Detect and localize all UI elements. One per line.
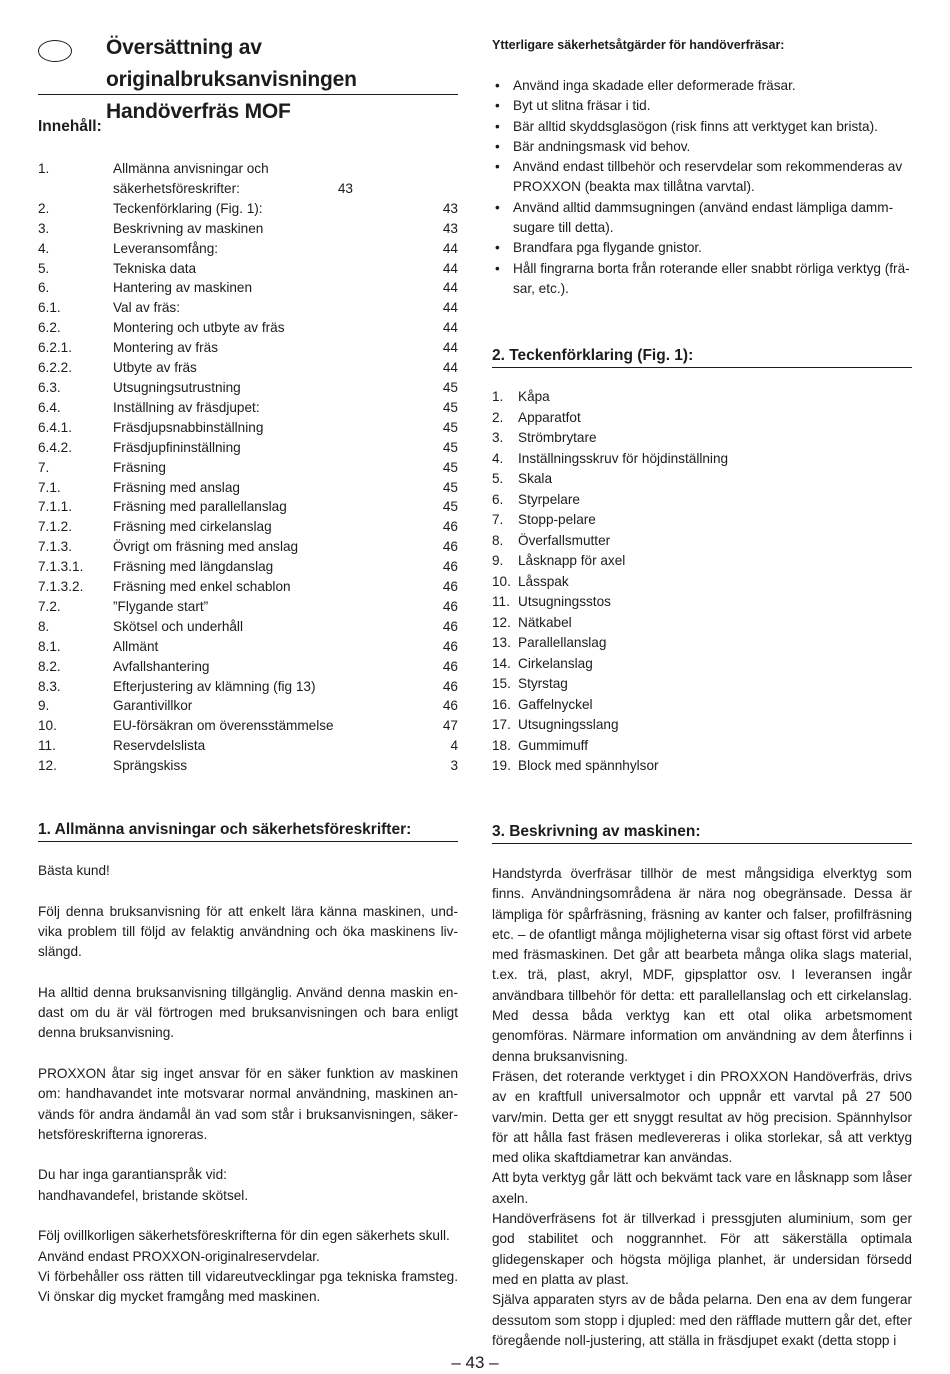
toc-entry: [38, 318, 458, 338]
safety-item-text: Brandfara pga flygande gnistor.: [513, 240, 702, 256]
toc-entry-title: Reservdelslista: [113, 738, 206, 754]
toc-entry-title: Leveransomfång:: [113, 240, 219, 256]
legend-item-number: 2.: [492, 409, 504, 425]
toc-entry-page: 45: [442, 419, 458, 435]
toc-entry-page: 44: [442, 240, 458, 256]
toc-entry-page: 46: [442, 678, 458, 694]
toc-entry-title: Montering av fräs: [113, 340, 219, 356]
safety-item-text: Bär alltid skyddsglasögon (risk finns att verktyget kan brista).: [513, 118, 878, 134]
toc-entry-title: Utsugningsutrustning: [113, 379, 241, 395]
toc-entry-page: 44: [442, 260, 458, 276]
legend-item-label: Styrpelare: [518, 491, 580, 507]
toc-entry-title: Tekniska data: [113, 260, 197, 276]
legend-item-number: 10.: [492, 573, 511, 589]
legend-item-number: 1.: [492, 389, 504, 404]
toc-entry-number: 6.4.: [38, 399, 61, 415]
legend-item-number: 17.: [492, 717, 511, 732]
toc-entry: [38, 617, 458, 637]
legend-item: [492, 387, 912, 408]
bullet-icon: •: [495, 159, 500, 175]
legend-item: [492, 408, 912, 429]
safety-list: [492, 76, 912, 299]
safety-item: [492, 157, 912, 198]
toc-entry: [38, 458, 458, 478]
legend-item: [492, 674, 912, 695]
bullet-icon: •: [495, 78, 500, 93]
legend-item-label: Gaffelnyckel: [518, 696, 593, 712]
toc-entry-page: 43: [337, 180, 353, 196]
bullet-icon: •: [495, 118, 500, 134]
toc-entry-title: Garantivillkor: [113, 698, 193, 714]
toc-entry-page: 45: [442, 439, 458, 455]
safety-item: [492, 137, 912, 157]
body-paragraph: Att byta verktyg går lätt och bekvämt tack vare en låsknapp som låser axeln.: [492, 1170, 912, 1206]
legend-item: [492, 633, 912, 654]
body-paragraph: Följ denna bruksanvisning för att enkelt lära känna maskinen, undvika problem till följd av felaktig användning och öka maskinens livslängd.: [38, 903, 458, 960]
legend-item: [492, 695, 912, 716]
page-title: Översättning av originalbruksanvisningen Handöverfräs MOF: [106, 36, 357, 123]
section-1-heading: 1. Allmänna anvisningar och säkerhetsföreskrifter:: [38, 820, 458, 842]
legend-item: [492, 592, 912, 613]
toc-entry: [38, 478, 458, 498]
table-of-contents: [38, 159, 458, 776]
legend-item: [492, 572, 912, 593]
toc-entry-number: 6.2.1.: [38, 340, 73, 356]
body-paragraph: handhavandefel, bristande skötsel.: [38, 1187, 249, 1203]
toc-entry: [38, 298, 458, 318]
toc-entry-number: 6.3.: [38, 379, 61, 395]
legend-item-number: 7.: [492, 512, 504, 527]
legend-item: [492, 736, 912, 757]
toc-entry-title: Skötsel och underhåll: [113, 618, 243, 634]
safety-item-text: Använd endast tillbehör och reservdelar som rekommenderas av PROXXON (beakta max tillåtna varvtal).: [513, 159, 903, 195]
bullet-icon: •: [495, 98, 500, 114]
legend-list: [492, 387, 912, 777]
toc-entry-number: 8.2.: [38, 658, 61, 674]
section-3-heading: 3. Beskrivning av maskinen:: [492, 822, 912, 844]
toc-entry-title: Efterjustering av klämning (fig 13): [113, 678, 316, 694]
bullet-icon: •: [495, 199, 500, 215]
legend-item-label: Kåpa: [518, 389, 550, 404]
section-3-body: [492, 864, 912, 1351]
body-paragraph: Följ ovillkorligen säkerhetsföreskrifterna för din egen säkerhets skull.: [38, 1228, 450, 1244]
toc-entry-page: 4: [450, 738, 458, 754]
toc-entry-page: 45: [442, 479, 458, 495]
toc-entry-number: 3.: [38, 220, 50, 236]
legend-item-number: 5.: [492, 471, 504, 486]
toc-entry-title: Fräsning: [113, 459, 166, 475]
body-paragraph: Själva apparaten styrs av de båda pelarna. Den ena av dem fungerar dessutom som stopp i djupled: med den räfflade muttern går det, efter föregående noll-justering, att ställa in fräsdjupet exakt (detta stopp i: [492, 1292, 912, 1348]
toc-entry-number: 5.: [38, 260, 50, 276]
legend-item-label: Stopp-pelare: [518, 512, 596, 527]
legend-item: [492, 756, 912, 777]
toc-entry-title: Fräsning med längdanslag: [113, 559, 274, 575]
legend-item-label: Överfallsmutter: [518, 532, 611, 548]
toc-entry-number: 7.1.3.1.: [38, 559, 84, 575]
toc-entry-number: 7.: [38, 459, 50, 475]
safety-item-text: Bär andningsmask vid behov.: [513, 138, 691, 154]
safety-item: [492, 259, 912, 300]
toc-entry-page: 46: [442, 519, 458, 535]
bullet-icon: •: [495, 138, 500, 154]
toc-entry-title: Allmänna anvisningar och säkerhetsföreskrifter:: [113, 161, 269, 196]
safety-item: [492, 117, 912, 137]
toc-entry: [38, 696, 458, 716]
body-paragraph: Handstyrda överfräsar tillhör de mest mångsidiga elverktyg som finns. Användningsområdena är nära nog obegränsade. Dessa är lämpliga för spårfräsning, fräsning av kanter och falser, profilfräsning etc. – de ofantligt många möjligheterna visar sig oftast först vid arbete med fräsmaskinen. Det går att bearbeta många olika slags material, t.ex. trä, plast, akryl, MDF, gipsplattor osv. I leveransen ingår användbara tillbehör för detta: ett parallellanslag och ett cirkelanslag. Med dessa båda verktyg kan ett otal olika arbetsmoment genomföras. Närmare information om användning av dem återfinns i denna bruksanvisning.: [492, 866, 912, 1064]
toc-entry-number: 7.1.3.: [38, 539, 73, 555]
toc-entry-title: Allmänt: [113, 638, 159, 654]
toc-entry-number: 8.3.: [38, 678, 61, 694]
toc-entry-number: 8.: [38, 618, 50, 634]
toc-entry-title: Övrigt om fräsning med anslag: [113, 539, 299, 555]
toc-entry: [38, 278, 458, 298]
title-rule: [38, 94, 458, 95]
toc-entry-number: 6.4.1.: [38, 419, 73, 435]
toc-entry-number: 6.: [38, 280, 50, 296]
toc-entry-number: 6.4.2.: [38, 439, 73, 455]
toc-entry-title: Teckenförklaring (Fig. 1):: [113, 200, 263, 216]
toc-entry: [38, 677, 458, 697]
toc-entry-number: 11.: [38, 738, 56, 754]
body-paragraph: Du har inga garantianspråk vid:: [38, 1167, 227, 1183]
toc-entry-page: 44: [442, 360, 458, 376]
toc-entry-title: Fräsning med parallellanslag: [113, 499, 287, 515]
toc-entry-number: 6.2.2.: [38, 360, 73, 376]
legend-item: [492, 551, 912, 572]
legend-item-label: Utsugningsslang: [518, 717, 619, 732]
toc-entry: [38, 259, 458, 279]
toc-entry: [38, 358, 458, 378]
toc-entry: [38, 756, 458, 776]
toc-entry-number: 10.: [38, 718, 57, 734]
salutation: Bästa kund!: [38, 863, 110, 878]
legend-item-number: 14.: [492, 655, 511, 671]
legend-item-number: 18.: [492, 737, 511, 753]
toc-entry-page: 46: [442, 539, 458, 555]
legend-item-label: Apparatfot: [518, 409, 581, 425]
toc-entry: [38, 716, 458, 736]
toc-entry-page: 44: [442, 320, 458, 336]
toc-entry-number: 4.: [38, 240, 50, 256]
safety-item: [492, 96, 912, 116]
toc-entry-title: Fräsning med anslag: [113, 479, 240, 495]
toc-entry-page: 46: [442, 559, 458, 575]
safety-item: [492, 198, 912, 239]
legend-item-number: 4.: [492, 450, 504, 466]
toc-entry-number: 6.1.: [38, 300, 61, 316]
body-paragraph: Handöverfräsens fot är tillverkad i pressgjuten aluminium, som ger god stabilitet och noggrannhet. För att säkerställa optimala glidegenskaper och högsta möjliga planhet, är undersidan försedd med en platta av plast.: [492, 1211, 912, 1287]
toc-entry-title: Fräsning med cirkelanslag: [113, 519, 272, 535]
toc-entry: [38, 637, 458, 657]
legend-item-number: 19.: [492, 758, 511, 773]
toc-entry-page: 3: [450, 758, 458, 774]
legend-item-label: Inställningsskruv för höjdinställning: [518, 450, 729, 466]
toc-entry-number: 6.2.: [38, 320, 61, 336]
toc-entry-title: Fräsdjupsnabbinställning: [113, 419, 264, 435]
toc-entry: [38, 438, 458, 458]
legend-item: [492, 428, 912, 449]
legend-item-label: Nätkabel: [518, 614, 572, 630]
safety-heading: Ytterligare säkerhetsåtgärder för handöverfräsar:: [492, 38, 785, 52]
safety-item: [492, 76, 912, 96]
safety-item-text: Håll fingrarna borta från roterande eller snabbt rörliga verktyg (fräsar, etc.).: [513, 260, 910, 296]
bullet-icon: •: [495, 240, 500, 256]
toc-entry-title: Utbyte av fräs: [113, 360, 197, 376]
toc-entry: [38, 398, 458, 418]
toc-entry-page: 47: [442, 718, 458, 734]
toc-entry-number: 2.: [38, 200, 50, 216]
toc-entry: [38, 159, 458, 199]
toc-entry-page: 46: [442, 598, 458, 614]
legend-item: [492, 715, 912, 736]
safety-item-text: Använd inga skadade eller deformerade fräsar.: [513, 78, 796, 93]
toc-entry: [38, 418, 458, 438]
page-number: – 43 –: [451, 1353, 499, 1372]
toc-entry-page: 44: [442, 300, 458, 316]
toc-entry: [38, 577, 458, 597]
toc-entry-number: 7.1.2.: [38, 519, 73, 535]
legend-item-number: 8.: [492, 532, 504, 548]
body-paragraph: Fräsen, det roterande verktyget i din PROXXON Handöverfräs, drivs av en kraftfull universalmotor och uppnår ett varvtal på 27 500 varv/min. Detta ger ett snyggt resultat av hög precision. Spännhylsor för att hålla fast fräsen medlevereras i olika storlekar, så att verktyg med olika skaftdiametrar kan användas.: [492, 1068, 912, 1166]
toc-entry: [38, 497, 458, 517]
toc-entry-title: Inställning av fräsdjupet:: [113, 399, 260, 415]
legend-item-number: 3.: [492, 430, 504, 445]
toc-entry: [38, 517, 458, 537]
toc-entry-page: 43: [442, 200, 458, 216]
toc-entry: [38, 239, 458, 259]
legend-item: [492, 531, 912, 552]
body-paragraph: Ha alltid denna bruksanvisning tillgänglig. Använd denna maskin endast om du är väl förtrogen med bruksanvisningen och bara enligt denna bruksanvisning.: [38, 984, 458, 1041]
toc-entry: [38, 537, 458, 557]
toc-entry: [38, 557, 458, 577]
toc-entry-number: 12.: [38, 758, 57, 774]
legend-item: [492, 654, 912, 675]
toc-entry: [38, 736, 458, 756]
legend-item-label: Block med spännhylsor: [518, 758, 659, 773]
safety-item-text: Byt ut slitna fräsar i tid.: [513, 98, 651, 114]
toc-entry-page: 46: [442, 618, 458, 634]
safety-item: [492, 238, 912, 258]
toc-entry-title: Montering och utbyte av fräs: [113, 320, 285, 336]
toc-entry: [38, 597, 458, 617]
legend-item-number: 9.: [492, 553, 504, 568]
toc-entry-page: 44: [442, 280, 458, 296]
toc-entry-title: Sprängskiss: [113, 758, 188, 774]
legend-item-number: 6.: [492, 491, 504, 507]
legend-item: [492, 510, 912, 531]
legend-item-number: 16.: [492, 696, 511, 712]
legend-item: [492, 449, 912, 470]
legend-item-label: Strömbrytare: [518, 430, 597, 445]
toc-entry-title: Fräsning med enkel schablon: [113, 579, 291, 595]
toc-entry-number: 7.2.: [38, 598, 61, 614]
toc-entry-page: 45: [442, 499, 458, 515]
section-1-body: [38, 861, 458, 1308]
toc-entry-title: Avfallshantering: [113, 658, 210, 674]
toc-entry-number: 7.1.3.2.: [38, 579, 84, 595]
toc-entry-title: Hantering av maskinen: [113, 280, 253, 296]
language-oval-icon: [38, 40, 72, 62]
toc-entry: [38, 338, 458, 358]
toc-entry: [38, 378, 458, 398]
toc-entry-page: 45: [442, 379, 458, 395]
toc-entry-page: 46: [442, 638, 458, 654]
safety-item-text: Använd alltid dammsugningen (använd endast lämpliga dammsugare till detta).: [513, 199, 894, 236]
legend-item-label: Skala: [518, 471, 553, 486]
toc-entry-number: 9.: [38, 698, 50, 714]
toc-entry: [38, 199, 458, 219]
toc-entry-page: 45: [442, 459, 458, 475]
toc-entry-page: 46: [442, 579, 458, 595]
legend-item: [492, 490, 912, 511]
toc-entry-page: 43: [442, 220, 458, 236]
legend-item-label: Gummimuff: [518, 737, 588, 753]
bullet-icon: •: [495, 260, 500, 276]
legend-item-label: Låsknapp för axel: [518, 553, 626, 568]
body-paragraph: Vi förbehåller oss rätten till vidareutvecklingar pga tekniska framsteg. Vi önskar dig mycket framgång med maskinen.: [38, 1268, 458, 1305]
toc-entry-number: 8.1.: [38, 638, 61, 654]
legend-item-number: 11.: [492, 594, 510, 609]
section-2-heading: 2. Teckenförklaring (Fig. 1):: [492, 346, 912, 368]
contents-heading: Innehåll:: [38, 118, 102, 135]
legend-item-number: 13.: [492, 635, 511, 650]
toc-entry-page: 46: [442, 698, 458, 714]
legend-item-number: 15.: [492, 676, 511, 691]
toc-entry-page: 45: [442, 399, 458, 415]
toc-entry-title: ”Flygande start”: [113, 598, 209, 614]
toc-entry-title: Val av fräs:: [113, 300, 180, 316]
legend-item-label: Cirkelanslag: [518, 655, 593, 671]
toc-entry-page: 44: [442, 340, 458, 356]
toc-entry-page: 46: [442, 658, 458, 674]
legend-item-number: 12.: [492, 614, 511, 630]
legend-item-label: Styrstag: [518, 676, 568, 691]
legend-item-label: Låsspak: [518, 573, 569, 589]
body-paragraph: PROXXON åtar sig inget ansvar för en säker funktion av maskinen om: handhavandet inte motsvarar normal användning, maskinen används för andra ändamål än vad som står i bruksanvisningen, säkerhetsföreskrifterna ignoreras.: [38, 1065, 458, 1142]
toc-entry: [38, 657, 458, 677]
legend-item: [492, 469, 912, 490]
toc-entry-number: 7.1.: [38, 479, 61, 495]
toc-entry-number: 1.: [38, 161, 50, 176]
toc-entry-number: 7.1.1.: [38, 499, 73, 515]
toc-entry-title: Beskrivning av maskinen: [113, 220, 264, 236]
toc-entry-title: EU-försäkran om överensstämmelse: [113, 718, 334, 734]
legend-item: [492, 613, 912, 634]
toc-entry: [38, 219, 458, 239]
body-paragraph: Använd endast PROXXON-originalreservdelar.: [38, 1248, 320, 1264]
legend-item-label: Parallellanslag: [518, 635, 607, 650]
toc-entry-title: Fräsdjupfininställning: [113, 439, 241, 455]
legend-item-label: Utsugningsstos: [518, 594, 611, 609]
